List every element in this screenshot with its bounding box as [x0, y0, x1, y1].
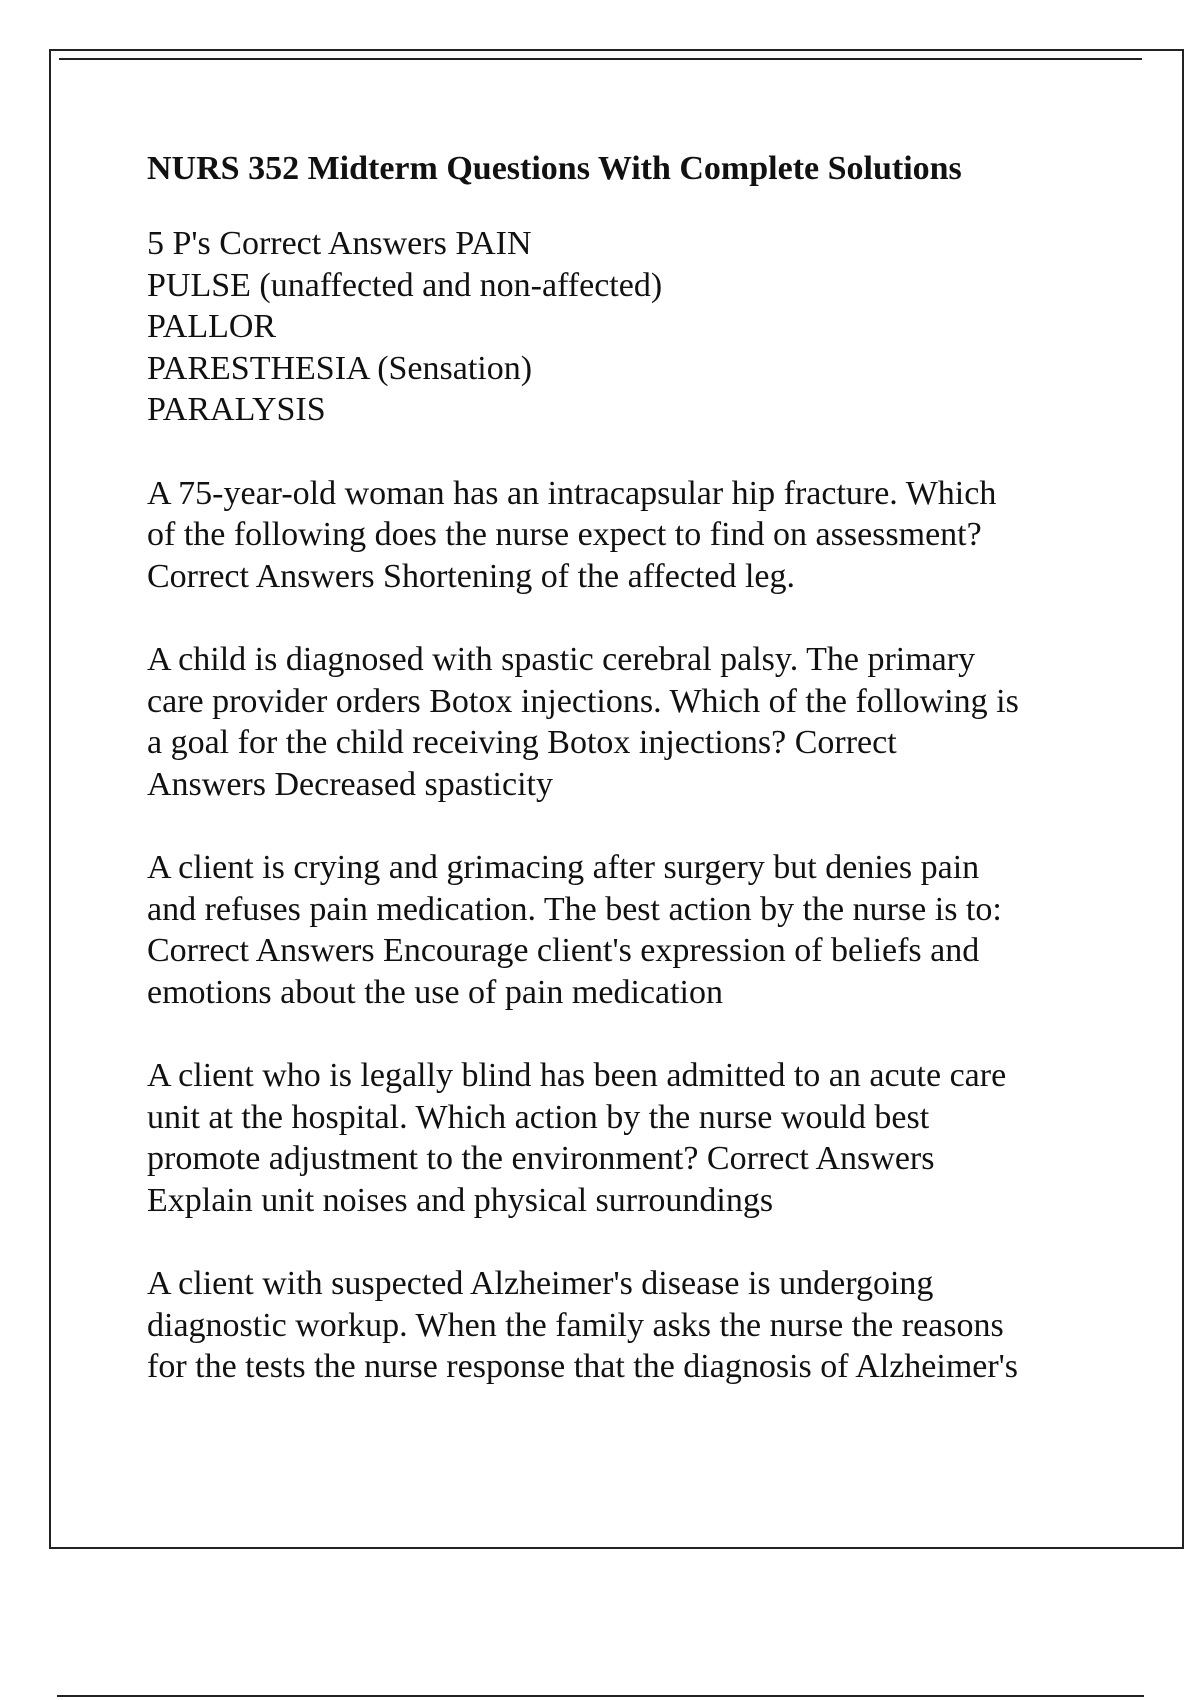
- qa-list: [147, 223, 1127, 1388]
- qa-entry: A child is diagnosed with spastic cerebral palsy. The primary care provider orders Botox injections. Which of the following is a goal for the child receiving Botox injections? Correct Answers Decreased spasticity: [147, 641, 1019, 803]
- qa-entry: A client who is legally blind has been admitted to an acute care unit at the hospital. Which action by the nurse would best promote adjustment to the environment? Correct Answers Explain unit noises and physical surroundings: [147, 1057, 1007, 1219]
- document-body: [147, 147, 1127, 1388]
- page-frame: [49, 49, 1184, 1549]
- qa-entry: A client is crying and grimacing after surgery but denies pain and refuses pain medication. The best action by the nurse is to: Correct Answers Encourage client's expression of beliefs and emotions about the use of pain medication: [147, 849, 1002, 1011]
- header-rule: [59, 58, 1142, 60]
- qa-entry: A client with suspected Alzheimer's disease is undergoing diagnostic workup. When the family asks the nurse the reasons for the tests the nurse response that the diagnosis of Alzheimer's: [147, 1265, 1019, 1385]
- qa-entry: A 75-year-old woman has an intracapsular hip fracture. Which of the following does the nurse expect to find on assessment? Correct Answers Shortening of the affected leg.: [147, 474, 997, 595]
- qa-entry: 5 P's Correct Answers PAIN PULSE (unaffected and non-affected) PALLOR PARESTHESIA (Sensation) PARALYSIS: [147, 225, 663, 428]
- document-title: NURS 352 Midterm Questions With Complete Solutions: [147, 150, 962, 187]
- footer-rule: [57, 1695, 1144, 1697]
